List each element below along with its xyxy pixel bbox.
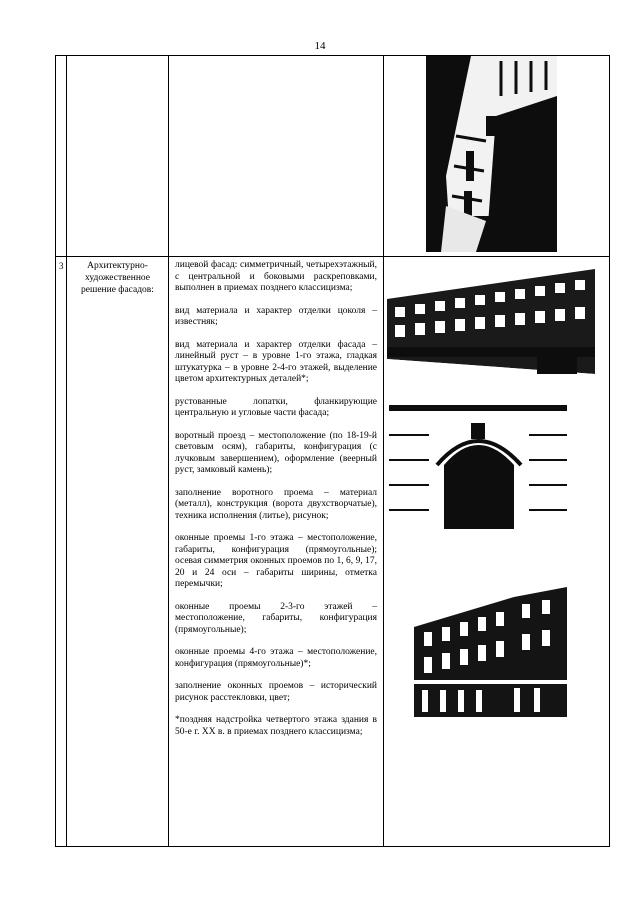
desc-item: рустованные лопатки, фланкирующие центральную и угловые части фасада; <box>175 396 377 418</box>
cell-name-empty <box>67 56 169 257</box>
desc-item: вид материала и характер отделки фасада – линейный руст – в уровне 1-го этажа, гладкая штукатурка – в уровне 2-4-го этажей, выделение цветом архитектурных деталей*; <box>175 339 377 384</box>
row-name: Архитектурно-художественное решение фасадов: <box>67 257 169 847</box>
photo-building-corner <box>414 582 567 717</box>
desc-item: вид материала и характер отделки цоколя – известняк; <box>175 305 377 327</box>
photo-gate-arch <box>389 405 567 529</box>
desc-item: воротный проезд – местоположение (по 18-19-й световым осям), габариты, конфигурация (с лучковым завершением), оформление (веерный руст, замковый камень); <box>175 430 377 475</box>
page-number: 14 <box>314 40 326 52</box>
desc-item: заполнение воротного проема – материал (металл), конструкция (ворота двухстворчатые), техника исполнения (литье), рисунок; <box>175 487 377 521</box>
desc-item: лицевой фасад: симметричный, четырехэтажный, с центральной и боковыми раскреповками, выполнен в приемах позднего классицизма; <box>175 260 377 293</box>
row-description <box>169 257 384 847</box>
desc-item: оконные проемы 4-го этажа – местоположение, конфигурация (прямоугольные)*; <box>175 647 377 669</box>
row-number: 3 <box>56 257 67 847</box>
photo-street-facade <box>387 259 595 399</box>
desc-item: оконные проемы 1-го этажа – местоположение, габариты, конфигурация (прямоугольные); осевая симметрия оконных проемов по 1, 6, 9, 17, 20 и 24 оси – габариты ширины, отметка перемычки; <box>175 533 377 589</box>
cell-desc-empty <box>169 56 384 257</box>
photo-facade-detail <box>426 56 557 252</box>
desc-item: заполнение оконных проемов – исторический рисунок расстекловки, цвет; <box>175 681 377 703</box>
desc-item: оконные проемы 2-3-го этажей – местоположение, габариты, конфигурация (прямоугольные); <box>175 601 377 635</box>
desc-item: *поздняя надстройка четвертого этажа здания в 50-е г. XX в. в приемах позднего классицизма; <box>175 715 377 737</box>
cell-number-empty <box>56 56 67 257</box>
